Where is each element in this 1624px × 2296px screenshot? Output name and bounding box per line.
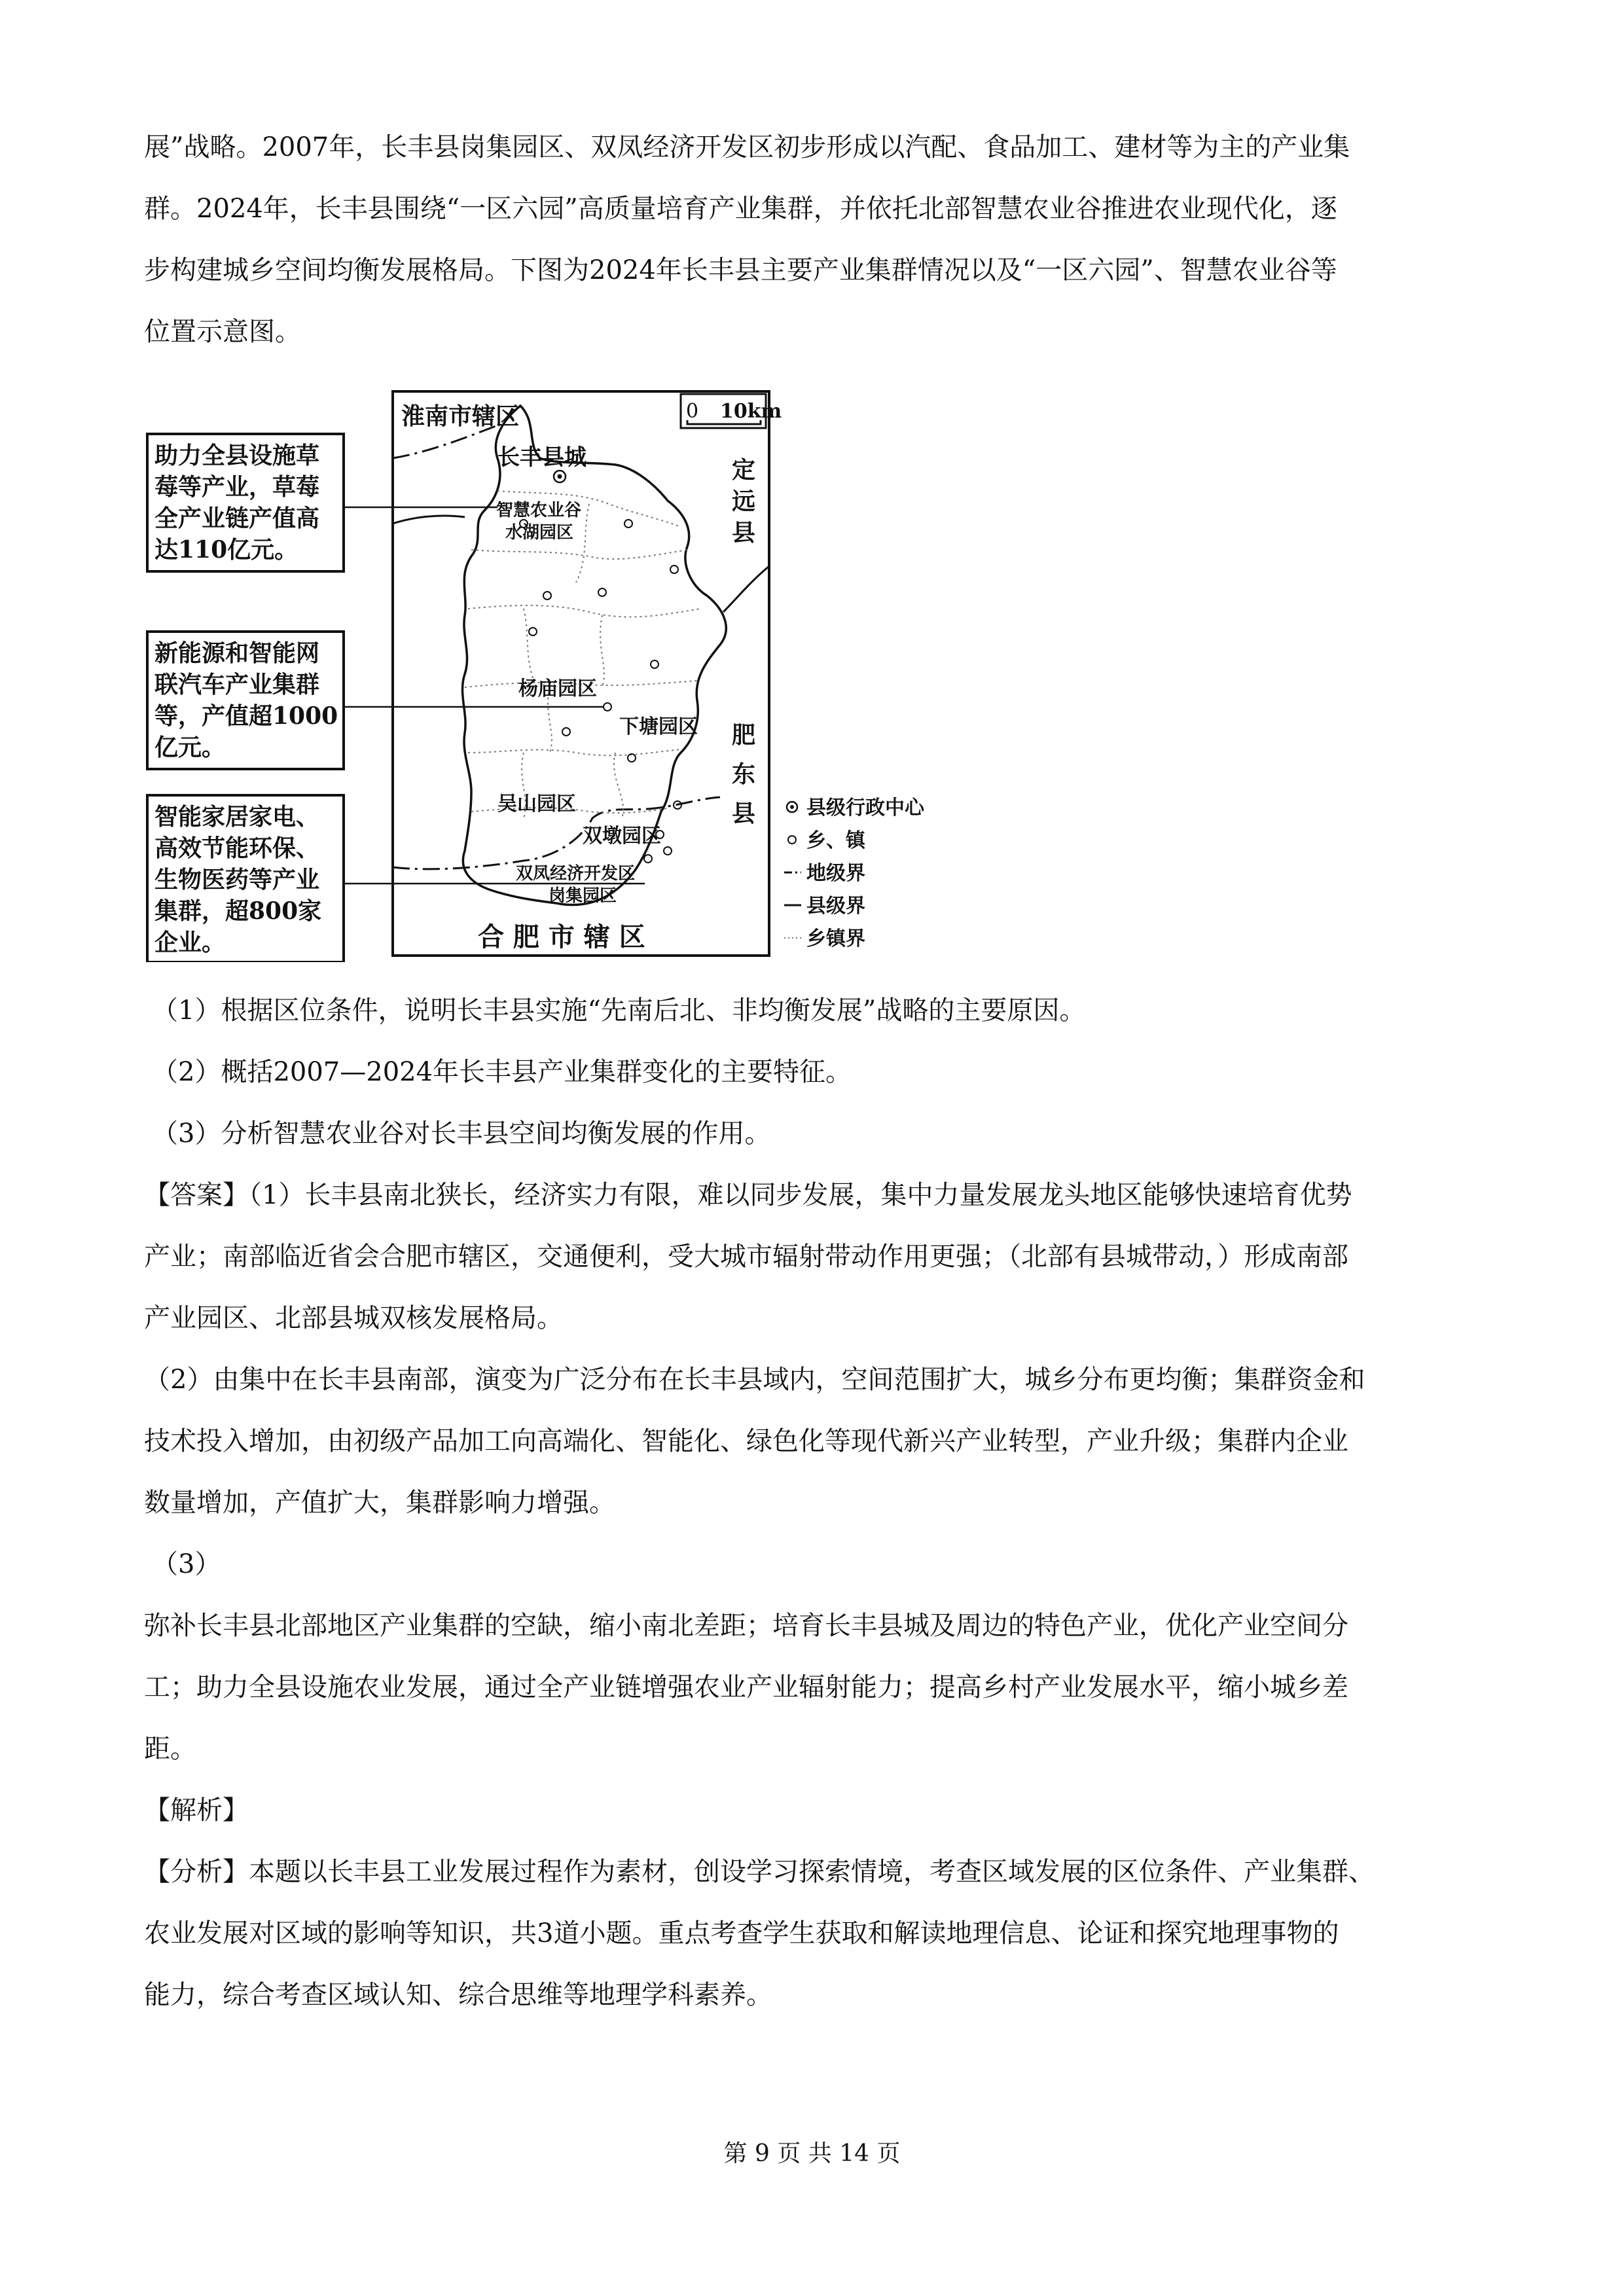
prefecture-border-north [393, 425, 497, 458]
question-2: （2）概括2007—2024年长丰县产业集群变化的主要特征。 [152, 1057, 852, 1087]
label-dingyuan-3: 县 [732, 519, 756, 547]
callout-2-line-3: 等，产值超1000 [154, 702, 338, 730]
county-border-west [393, 516, 465, 524]
analysis-line-3: 能力，综合考查区域认知、综合思维等地理学科素养。 [144, 1980, 772, 2010]
map-svg [131, 386, 1047, 962]
question-1: （1）根据区位条件，说明长丰县实施“先南后北、非均衡发展”战略的主要原因。 [152, 996, 1086, 1026]
intro-line-2: 群。2024年，长丰县围绕“一区六园”高质量培育产业集群，并依托北部智慧农业谷推进农业现代化，逐 [144, 194, 1337, 224]
legend-prefecture-border: 地级界 [806, 862, 865, 885]
intro-line-3: 步构建城乡空间均衡发展格局。下图为2024年长丰县主要产业集群情况以及“一区六园”、智慧农业谷等 [144, 255, 1337, 285]
answer-3-label: （3） [152, 1549, 221, 1579]
callout-1-line-1: 助力全县设施草 [154, 442, 320, 469]
township-borders [465, 491, 700, 818]
answer-3-line-2: 工；助力全县设施农业发展，通过全产业链增强农业产业辐射能力；提高乡村产业发展水平，缩小城乡差 [144, 1672, 1348, 1702]
scale-zero: 0 [686, 400, 699, 423]
label-shuangdun: 双墩园区 [583, 825, 661, 848]
answer-2-line-2: 技术投入增加，由初级产品加工向高端化、智能化、绿色化等现代新兴产业转型，产业升级；集群内企业 [144, 1426, 1348, 1456]
callout-3-line-1: 智能家居家电、 [154, 803, 320, 831]
callout-3-line-4: 集群，超800家 [154, 897, 322, 925]
scale-label: 10km [720, 400, 782, 423]
label-hefei: 合 肥 市 辖 区 [478, 922, 645, 952]
changfeng-map-figure [131, 386, 1047, 962]
answer-3-line-1: 弥补长丰县北部地区产业集群的空缺，缩小南北差距；培育长丰县城及周边的特色产业，优化产业空间分 [144, 1611, 1348, 1641]
label-gangji: 岗集园区 [549, 886, 617, 906]
analysis-line-2: 农业发展对区域的影响等知识，共3道小题。重点考查学生获取和解读地理信息、论证和探究地理事物的 [144, 1918, 1339, 1948]
label-xiatang: 下塘园区 [619, 715, 698, 738]
legend-county-center: 县级行政中心 [806, 797, 924, 819]
legend-town-icon [788, 836, 796, 844]
intro-line-1: 展”战略。2007年，长丰县岗集园区、双凤经济开发区初步形成以汽配、食品加工、建材等为主的产业集 [144, 132, 1350, 162]
callout-3-line-3: 生物医药等产业 [154, 866, 320, 893]
label-huainan: 淮南市辖区 [401, 403, 520, 430]
intro-line-4: 位置示意图。 [144, 317, 301, 347]
label-county-seat: 长丰县城 [497, 444, 586, 471]
answer-3-line-3: 距。 [144, 1734, 196, 1764]
label-feidong-1: 肥 [732, 721, 756, 749]
map-legend [784, 797, 925, 950]
callout-3-line-5: 企业。 [154, 929, 226, 956]
callout-2-line-1: 新能源和智能网 [154, 639, 320, 667]
answer-1-line-3: 产业园区、北部县城双核发展格局。 [144, 1303, 563, 1333]
label-wushan: 吴山园区 [497, 793, 576, 816]
answer-2-line-3: 数量增加，产值扩大，集群影响力增强。 [144, 1488, 615, 1518]
question-3: （3）分析智慧农业谷对长丰县空间均衡发展的作用。 [152, 1119, 771, 1149]
label-dingyuan-1: 定 [732, 456, 756, 484]
analysis-line-1: 【分析】本题以长丰县工业发展过程作为素材，创设学习探索情境，考查区域发展的区位条件、产业集群、 [144, 1857, 1375, 1887]
answer-1-line-1: 【答案】（1）长丰县南北狭长，经济实力有限，难以同步发展，集中力量发展龙头地区能够快速培育优势 [144, 1180, 1352, 1210]
legend-county-border: 县级界 [806, 895, 865, 918]
callout-3-line-2: 高效节能环保、 [154, 834, 320, 862]
callout-1-line-3: 全产业链产值高 [154, 505, 320, 532]
label-zhihui: 智慧农业谷 [496, 501, 582, 520]
legend-township-border: 乡镇界 [806, 927, 865, 950]
analysis-label: 【解析】 [144, 1795, 249, 1825]
callout-1-line-2: 莓等产业，草莓 [154, 473, 320, 501]
county-seat-dot [558, 475, 562, 479]
county-border-east [723, 566, 769, 612]
page-footer: 第 9 页 共 14 页 [723, 2140, 901, 2167]
callout-1-line-4: 达110亿元。 [154, 536, 298, 564]
legend-town: 乡、镇 [806, 829, 865, 852]
label-shuihu: 水湖园区 [505, 523, 574, 543]
answer-2-line-1: （2）由集中在长丰县南部，演变为广泛分布在长丰县域内，空间范围扩大，城乡分布更均衡；集群资金和 [144, 1365, 1365, 1395]
label-shuangfeng: 双凤经济开发区 [516, 864, 636, 884]
answer-1-line-2: 产业；南部临近省会合肥市辖区，交通便利，受大城市辐射带动作用更强；（北部有县城带动，）形成南部 [144, 1242, 1348, 1272]
label-feidong-3: 县 [732, 800, 756, 827]
label-dingyuan-2: 远 [732, 488, 756, 515]
callout-2-line-4: 亿元。 [154, 734, 226, 761]
label-yangmiao: 杨庙园区 [518, 677, 597, 700]
callout-2-line-2: 联汽车产业集群 [154, 671, 320, 698]
label-feidong-2: 东 [732, 761, 756, 788]
